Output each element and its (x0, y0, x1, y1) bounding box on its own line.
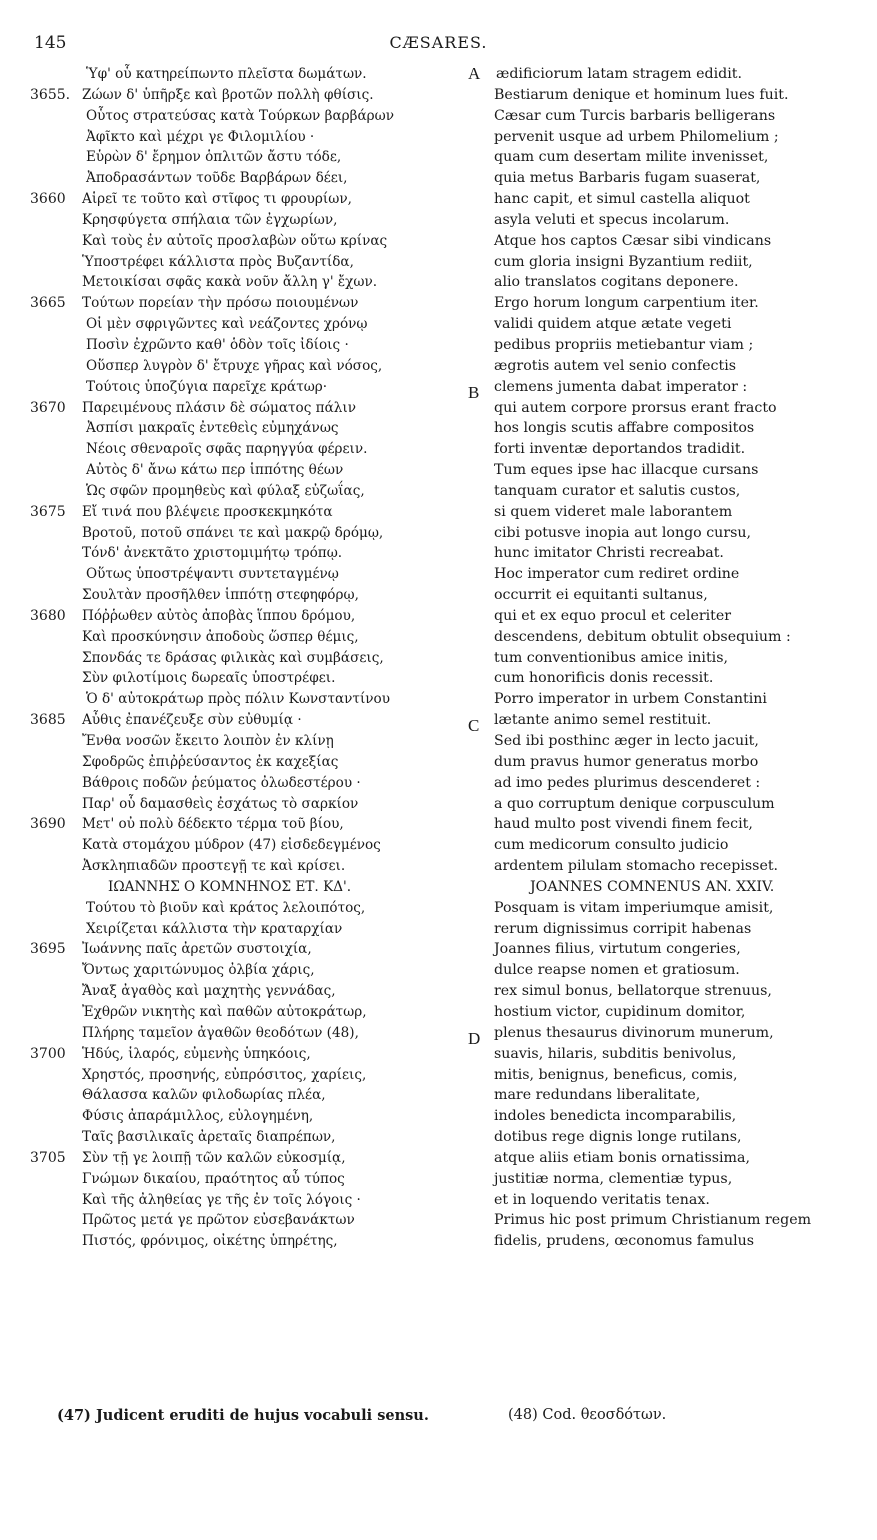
latin-verse-line (468, 1169, 877, 1190)
latin-verse-text: ardentem pilulam stomacho recepisset. (494, 858, 779, 875)
greek-verse-line (30, 1210, 470, 1231)
latin-verse-line (468, 814, 877, 835)
greek-verse-text: Μετοικίσαι σφᾶς κακὰ νοῦν ἄλλη γ' ἔχων. (82, 274, 378, 291)
greek-verse-line (30, 1190, 470, 1211)
greek-verse-text: Οἱ μὲν σφριγῶντες καὶ νεάζοντες χρόνῳ (86, 316, 368, 333)
latin-verse-line (468, 252, 877, 273)
latin-verse-text: Joannes filius, virtutum congeries, (494, 941, 741, 958)
greek-verse-text: Φύσις ἀπαράμιλλος, εὐλογημένη, (82, 1108, 314, 1125)
latin-verse-line (468, 1065, 877, 1086)
latin-verse-text: dum pravus humor generatus morbo (494, 753, 759, 770)
greek-verse-text: Ἡδύς, ἱλαρός, εὐμενὴς ὑπηκόοις, (82, 1045, 311, 1062)
greek-verse-line (30, 481, 470, 502)
greek-verse-text: Πόῤῥωθεν αὐτὸς ἀποβὰς ἵππου δρόμου, (82, 607, 356, 624)
greek-verse-text: Νέοις σθεναροῖς σφᾶς παρηγγύα φέρειν. (86, 441, 368, 458)
greek-verse-line (30, 960, 470, 981)
latin-verse-text: qui et ex equo procul et celeriter (494, 607, 732, 624)
greek-verse-line (30, 627, 470, 648)
greek-verse-text: Ἀποδρασάντων τοῦδε Βαρβάρων δέει, (86, 170, 348, 187)
greek-verse-line (30, 1106, 470, 1127)
greek-verse-line (30, 335, 470, 356)
greek-verse-line (30, 64, 470, 85)
latin-verse-line (468, 460, 877, 481)
greek-verse-text: Καὶ τῆς ἀληθείας γε τῆς ἐν τοῖς λόγοις · (82, 1191, 361, 1208)
latin-verse-text: clemens jumenta dabat imperator : (494, 378, 748, 395)
greek-verse-line (30, 773, 470, 794)
greek-verse-text: Ἰωάννης παῖς ἀρετῶν συστοιχία, (82, 941, 312, 958)
greek-verse-line (30, 1044, 470, 1065)
greek-verse-line (30, 648, 470, 669)
verse-number: 3665 (30, 295, 66, 312)
greek-verse-line (30, 1127, 470, 1148)
greek-verse-line (30, 85, 470, 106)
verse-number: 3695 (30, 941, 66, 958)
greek-verse-line (30, 252, 470, 273)
latin-verse-text: asyla veluti et specus incolarum. (494, 211, 730, 228)
latin-verse-text: Porro imperator in urbem Constantini (494, 691, 767, 708)
verse-number: 3700 (30, 1045, 66, 1062)
latin-verse-line (468, 585, 877, 606)
latin-verse-line (468, 1023, 877, 1048)
greek-verse-line (30, 1169, 470, 1190)
latin-verse-line (468, 627, 877, 648)
latin-verse-line (468, 1106, 877, 1127)
greek-verse-text: Ὁ δ' αὐτοκράτωρ πρὸς πόλιν Κωνσταντίνου (86, 691, 390, 708)
greek-verse-text: Οὗτος στρατεύσας κατὰ Τούρκων βαρβάρων (86, 107, 395, 124)
latin-verse-line (468, 1190, 877, 1211)
greek-verse-text: Βροτοῦ, ποτοῦ σπάνει τε καὶ μακρῷ δρόμῳ, (82, 524, 384, 541)
verse-number: 3690 (30, 816, 66, 833)
greek-verse-text: Μετ' οὐ πολὺ δέδεκτο τέρμα τοῦ βίου, (82, 816, 344, 833)
latin-verse-line (468, 898, 877, 919)
greek-verse-line (30, 127, 470, 148)
greek-verse-text: Βάθροις ποδῶν ῥεύματος ὀλωδεστέρου · (82, 774, 361, 791)
latin-verse-line (468, 314, 877, 335)
greek-verse-text: Ἀφῖκτο καὶ μέχρι γε Φιλομιλίου · (86, 128, 315, 145)
greek-verse-line (30, 1065, 470, 1086)
greek-verse-line (30, 835, 470, 856)
latin-verse-line (468, 981, 877, 1002)
latin-verse-text: forti inventæ deportandos tradidit. (494, 441, 746, 458)
latin-verse-text: plenus thesaurus divinorum munerum, (494, 1024, 774, 1041)
latin-verse-text: Ergo horum longum carpentium iter. (494, 295, 759, 312)
latin-verse-text: cum honorificis donis recessit. (494, 670, 714, 687)
latin-verse-text: mitis, benignus, beneficus, comis, (494, 1066, 738, 1083)
latin-verse-text: tanquam curator et salutis custos, (494, 482, 741, 499)
greek-verse-line (30, 356, 470, 377)
greek-verse-text: Σὺν φιλοτίμοις δωρεαῖς ὑποστρέφει. (82, 670, 336, 687)
latin-verse-line (468, 606, 877, 627)
latin-verse-line (468, 418, 877, 439)
latin-verse-text: a quo corruptum denique corpusculum (494, 795, 775, 812)
greek-verse-text: Εὑρὼν δ' ἔρημον ὁπλιτῶν ἄστυ τόδε, (86, 149, 342, 166)
greek-verse-line (30, 314, 470, 335)
latin-verse-line (468, 648, 877, 669)
greek-verse-text: Χρηστός, προσηνής, εὐπρόσιτος, χαρίεις, (82, 1066, 367, 1083)
greek-verse-text: Πιστός, φρόνιμος, οἰκέτης ὑπηρέτης, (82, 1233, 338, 1250)
greek-verse-text: Πρῶτος μετά γε πρῶτον εὐσεβανάκτων (82, 1212, 355, 1229)
latin-verse-text: Posquam is vitam imperiumque amisit, (494, 899, 774, 916)
latin-verse-line (468, 293, 877, 314)
greek-verse-text: Αἱρεῖ τε τοῦτο καὶ στῖφος τι φρουρίων, (82, 191, 352, 208)
latin-verse-line (468, 398, 877, 419)
latin-verse-text: hos longis scutis affabre compositos (494, 420, 755, 437)
greek-section-heading: ΙΩΑΝΝΗΣ Ο ΚΟΜΝΗΝΟΣ ΕΤ. ΚΔ'. (108, 878, 352, 895)
latin-verse-text: cum gloria insigni Byzantium rediit, (494, 253, 753, 270)
greek-verse-text: Αὖθις ἐπανέζευξε σὺν εὐθυμίᾳ · (82, 712, 302, 729)
greek-verse-line (30, 168, 470, 189)
greek-verse-line (30, 543, 470, 564)
latin-verse-text: si quem videret male laborantem (494, 503, 733, 520)
greek-verse-line (30, 523, 470, 544)
latin-column (468, 64, 877, 1252)
greek-verse-line (30, 272, 470, 293)
greek-verse-text: Ὑφ' οὗ κατηρείπωντο πλεῖστα δωμάτων. (86, 66, 367, 82)
latin-verse-text: hanc capit, et simul castella aliquot (494, 191, 750, 208)
greek-verse-line (30, 710, 470, 731)
greek-verse-line (30, 689, 470, 710)
margin-marker: C (468, 716, 480, 736)
greek-verse-line (30, 106, 470, 127)
latin-verse-line (468, 856, 877, 877)
latin-verse-line (468, 231, 877, 252)
latin-verse-text: pervenit usque ad urbem Philomelium ; (494, 128, 779, 145)
latin-section-heading: JOANNES COMNENUS AN. XXIV. (530, 878, 775, 895)
latin-verse-line (468, 1044, 877, 1065)
greek-verse-text: Σὺν τῇ γε λοιπῇ τῶν καλῶν εὐκοσμίᾳ, (82, 1149, 346, 1166)
latin-verse-text: dulce reapse nomen et gratiosum. (494, 962, 740, 979)
latin-verse-line (468, 272, 877, 293)
greek-verse-line (30, 856, 470, 877)
latin-verse-line (468, 543, 877, 564)
greek-verse-line (30, 794, 470, 815)
latin-verse-line (468, 189, 877, 210)
greek-verse-text: Γνώμων δικαίου, πραότητος αὖ τύπος (82, 1170, 345, 1187)
latin-verse-text: ædificiorum latam stragem edidit. (496, 66, 742, 82)
latin-verse-line (468, 439, 877, 460)
latin-verse-line (468, 960, 877, 981)
greek-verse-text: Ἄναξ ἀγαθὸς καὶ μαχητὴς γεννάδας, (82, 983, 336, 1000)
greek-verse-line (30, 377, 470, 398)
greek-verse-text: Καὶ προσκύνησιν ἀποδοὺς ὥσπερ θέμις, (82, 628, 359, 645)
latin-verse-line (468, 1231, 877, 1252)
greek-verse-text: Ἐχθρῶν νικητὴς καὶ παθῶν αὐτοκράτωρ, (82, 1003, 367, 1020)
greek-verse-text: Ὄντως χαριτώνυμος ὀλβία χάρις, (82, 962, 315, 979)
latin-verse-line (468, 710, 877, 736)
latin-verse-line (468, 773, 877, 794)
latin-verse-text: cum medicorum consulto judicio (494, 837, 729, 854)
latin-verse-line (468, 939, 877, 960)
verse-number: 3660 (30, 191, 66, 208)
latin-verse-line (468, 335, 877, 356)
latin-verse-text: occurrit ei equitanti sultanus, (494, 587, 708, 604)
latin-verse-text: rex simul bonus, bellatorque strenuus, (494, 983, 772, 1000)
greek-verse-text: Ἀσπίσι μακραῖς ἐντεθεὶς εὐμηχάνως (86, 420, 339, 437)
latin-verse-line (468, 64, 877, 85)
greek-verse-text: Ταῖς βασιλικαῖς ἀρεταῖς διαπρέπων, (82, 1129, 336, 1146)
latin-verse-line (468, 147, 877, 168)
verse-number: 3705 (30, 1149, 66, 1166)
latin-verse-text: Sed ibi posthinc æger in lecto jacuit, (494, 733, 759, 749)
latin-verse-line (468, 794, 877, 815)
greek-verse-text: Σουλτὰν προσῆλθεν ἱππότῃ στεφηφόρῳ, (82, 587, 359, 604)
greek-verse-text: Πλήρης ταμεῖον ἀγαθῶν θεοδότων (48), (82, 1024, 359, 1041)
latin-verse-text: quia metus Barbaris fugam suaserat, (494, 170, 761, 187)
latin-verse-line (468, 564, 877, 585)
latin-verse-text: suavis, hilaris, subditis benivolus, (494, 1045, 737, 1062)
greek-verse-line (30, 564, 470, 585)
latin-verse-line (468, 752, 877, 773)
greek-verse-line (30, 1085, 470, 1106)
latin-verse-text: hunc imitator Christi recreabat. (494, 545, 724, 562)
latin-verse-text: pedibus propriis metiebantur viam ; (494, 336, 754, 353)
latin-verse-text: ægrotis autem vel senio confectis (494, 357, 737, 374)
verse-number: 3670 (30, 399, 66, 416)
latin-verse-line (468, 106, 877, 127)
latin-verse-text: lætante animo semel restituit. (494, 712, 712, 729)
latin-verse-line (468, 1127, 877, 1148)
latin-verse-line (468, 168, 877, 189)
latin-verse-text: validi quidem atque ætate vegeti (494, 316, 732, 333)
latin-verse-line (468, 919, 877, 940)
greek-verse-text: Θάλασσα καλῶν φιλοδωρίας πλέα, (82, 1087, 326, 1104)
verse-number: 3655. (30, 86, 71, 103)
greek-verse-line (30, 231, 470, 252)
greek-verse-line (30, 919, 470, 940)
greek-verse-text: Τόνδ' ἀνεκτᾶτο χριστομιμήτῳ τρόπῳ. (82, 545, 343, 562)
latin-verse-text: descendens, debitum obtulit obsequium : (494, 628, 791, 645)
margin-marker: D (468, 1028, 481, 1048)
latin-verse-line (468, 127, 877, 148)
footnote-47: (47) Judicent eruditi de hujus vocabuli sensu. (57, 1407, 429, 1424)
greek-verse-line (30, 814, 470, 835)
greek-verse-line (30, 668, 470, 689)
latin-verse-line (468, 1085, 877, 1106)
greek-verse-line (30, 752, 470, 773)
greek-verse-text: Σπονδάς τε δράσας φιλικὰς καὶ συμβάσεις, (82, 649, 384, 666)
greek-verse-text: Κρησφύγετα σπήλαια τῶν ἐγχωρίων, (82, 211, 338, 228)
greek-column (30, 64, 470, 1252)
greek-verse-line (30, 210, 470, 231)
latin-verse-text: Cæsar cum Turcis barbaris belligerans (494, 107, 776, 124)
verse-number: 3675 (30, 503, 66, 520)
greek-verse-text: Οὕσπερ λυγρὸν δ' ἔτρυχε γῆρας καὶ νόσος, (86, 357, 383, 374)
greek-verse-line (30, 460, 470, 481)
latin-verse-text: alio translatos cogitans deponere. (494, 274, 739, 291)
latin-verse-text: haud multo post vivendi finem fecit, (494, 816, 753, 833)
latin-verse-text: tum conventionibus amice initis, (494, 649, 728, 666)
greek-verse-text: Ποσὶν ἐχρῶντο καθ' ὁδὸν τοῖς ἰδίοις · (86, 336, 349, 353)
latin-verse-line (468, 835, 877, 856)
latin-verse-line (468, 502, 877, 523)
greek-verse-line (30, 585, 470, 606)
greek-verse-line (30, 1023, 470, 1044)
latin-verse-text: indoles benedicta incomparabilis, (494, 1108, 737, 1125)
greek-verse-text: Τούτοις ὑποζύγια παρεῖχε κράτωρ· (86, 378, 328, 395)
latin-verse-line (468, 877, 877, 898)
greek-verse-text: Καὶ τοὺς ἐν αὐτοῖς προσλαβὼν οὕτω κρίνας (82, 232, 388, 249)
greek-verse-text: Ὑποστρέφει κάλλιστα πρὸς Βυζαντίδα, (82, 253, 354, 270)
greek-verse-text: Τούτων πορείαν τὴν πρόσω ποιουμένων (82, 295, 359, 312)
latin-verse-line (468, 668, 877, 689)
greek-verse-text: Ἀσκληπιαδῶν προστεγῇ τε καὶ κρίσει. (82, 858, 346, 875)
greek-verse-line (30, 502, 470, 523)
latin-verse-text: atque aliis etiam bonis ornatissima, (494, 1149, 750, 1166)
latin-verse-line (468, 481, 877, 502)
greek-verse-text: Εἴ τινά που βλέψειε προσκεκμηκότα (82, 503, 333, 520)
verse-number: 3680 (30, 607, 66, 624)
latin-verse-line (468, 1148, 877, 1169)
latin-verse-text: Atque hos captos Cæsar sibi vindicans (494, 232, 772, 249)
latin-verse-text: fidelis, prudens, œconomus famulus (494, 1233, 755, 1250)
latin-verse-text: qui autem corpore prorsus erant fracto (494, 399, 777, 416)
margin-marker: A (468, 64, 481, 83)
greek-verse-line (30, 606, 470, 627)
greek-verse-text: Σφοδρῶς ἐπιῤῥεύσαντος ἐκ καχεξίας (82, 753, 339, 770)
latin-verse-text: Tum eques ipse hac illacque cursans (494, 462, 759, 479)
latin-verse-text: quam cum desertam milite invenisset, (494, 149, 769, 166)
latin-verse-text: dotibus rege dignis longe rutilans, (494, 1129, 742, 1146)
verse-number: 3685 (30, 712, 66, 729)
greek-verse-text: Παρειμένους πλάσιν δὲ σώματος πάλιν (82, 399, 356, 416)
running-title: CÆSARES. (389, 33, 488, 52)
greek-verse-line (30, 398, 470, 419)
greek-verse-text: Τούτου τὸ βιοῦν καὶ κράτος λελοιπότος, (86, 899, 366, 916)
margin-marker: B (468, 382, 480, 402)
greek-verse-line (30, 1148, 470, 1169)
latin-verse-line (468, 731, 877, 752)
greek-verse-line (30, 939, 470, 960)
latin-verse-text: et in loquendo veritatis tenax. (494, 1191, 710, 1208)
latin-verse-text: hostium victor, cupidinum domitor, (494, 1003, 746, 1020)
greek-verse-line (30, 877, 470, 898)
latin-verse-line (468, 689, 877, 710)
latin-verse-line (468, 85, 877, 106)
latin-verse-line (468, 1210, 877, 1231)
greek-verse-text: Οὕτως ὑποστρέψαντι συντεταγμένῳ (86, 566, 339, 583)
greek-verse-text: Ζώων δ' ὑπῆρξε καὶ βροτῶν πολλὴ φθίσις. (82, 86, 374, 103)
greek-verse-text: Αὐτὸς δ' ἄνω κάτω περ ἱππότης θέων (86, 462, 344, 479)
latin-verse-line (468, 1002, 877, 1023)
greek-verse-text: Ὡς σφῶν προμηθεὺς καὶ φύλαξ εὐζωΐας, (86, 482, 365, 499)
latin-verse-line (468, 356, 877, 377)
latin-verse-line (468, 523, 877, 544)
latin-verse-line (468, 377, 877, 402)
greek-verse-text: Χειρίζεται κάλλιστα τὴν κραταρχίαν (86, 920, 343, 937)
latin-verse-text: cibi potusve inopia aut longo cursu, (494, 524, 752, 541)
greek-verse-line (30, 1002, 470, 1023)
latin-verse-line (468, 210, 877, 231)
greek-verse-line (30, 1231, 470, 1252)
greek-verse-line (30, 147, 470, 168)
greek-verse-line (30, 981, 470, 1002)
greek-verse-line (30, 293, 470, 314)
greek-verse-text: Παρ' οὗ δαμασθεὶς ἐσχάτως τὸ σαρκίον (82, 795, 359, 812)
latin-verse-text: ad imo pedes plurimus descenderet : (494, 774, 761, 791)
greek-verse-line (30, 439, 470, 460)
greek-verse-line (30, 189, 470, 210)
page-number: 145 (34, 33, 67, 53)
greek-verse-line (30, 731, 470, 752)
greek-verse-line (30, 418, 470, 439)
greek-verse-text: Κατὰ στομάχου μύδρον (47) εἰσδεδεγμένος (82, 837, 381, 854)
latin-verse-text: rerum dignissimus corripit habenas (494, 920, 752, 937)
latin-verse-text: Bestiarum denique et hominum lues fuit. (494, 86, 789, 103)
latin-verse-text: Primus hic post primum Christianum regem (494, 1212, 812, 1229)
latin-verse-text: mare redundans liberalitate, (494, 1087, 701, 1104)
greek-verse-text: Ἔνθα νοσῶν ἔκειτο λοιπὸν ἐν κλίνῃ (82, 733, 334, 749)
latin-verse-text: Hoc imperator cum rediret ordine (494, 566, 740, 583)
greek-verse-line (30, 898, 470, 919)
latin-verse-text: justitiæ norma, clementiæ typus, (494, 1170, 733, 1187)
footnote-48: (48) Cod. θεοσδότων. (508, 1407, 667, 1423)
